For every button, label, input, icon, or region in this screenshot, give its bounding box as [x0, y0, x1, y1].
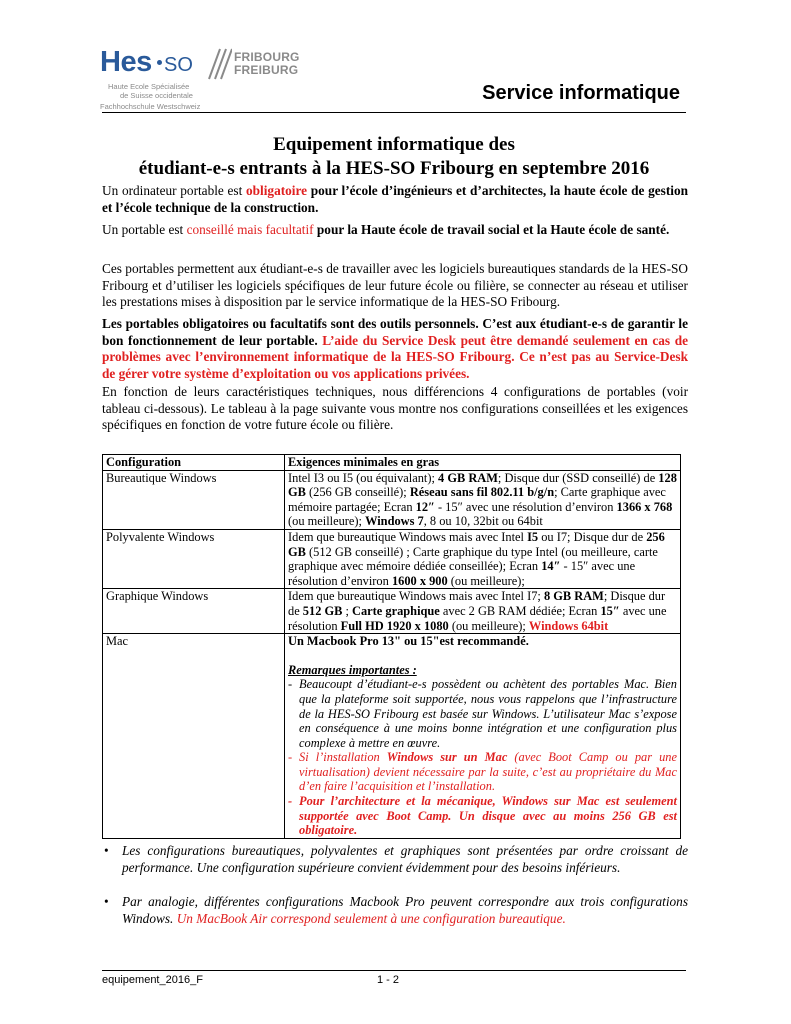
p2-text-a: Un portable est [102, 222, 187, 237]
row-name-bureautique: Bureautique Windows [103, 470, 285, 529]
logo-slashes-icon [206, 48, 232, 80]
paragraph-obligatoire [102, 183, 688, 216]
row-req-graphique: Idem que bureautique Windows mais avec Intel I7; 8 GB RAM; Disque dur de 512 GB ; Carte graphique avec 2 GB RAM dédiée; Ecran 15″ avec une résolution Full HD 1920 x 1080 (ou meilleure); Windows 64bit [285, 589, 681, 634]
row-name-mac: Mac [103, 634, 285, 839]
title-line-1: Equipement informatique des [273, 134, 515, 155]
row-req-polyvalente: Idem que bureautique Windows mais avec Intel I5 ou I7; Disque dur de 256 GB (512 GB conseillé) ; Carte graphique du type Intel (ou meilleure, carte graphique avec mémoire dédiée conseillée); Ecran 14″ - 15″ avec une résolution d’environ 1600 x 900 (ou meilleure); [285, 529, 681, 588]
bullet-icon: • [104, 894, 109, 909]
bullet-item [102, 842, 688, 876]
mac-remarks-list [288, 677, 677, 838]
hes-so-logo [100, 46, 340, 116]
p2-facultatif: conseillé mais facultatif [186, 222, 314, 237]
row-req-bureautique: Intel I3 ou I5 (ou équivalant); 4 GB RAM; Disque dur (SSD conseillé) de 128 GB (256 GB conseillé); Réseau sans fil 802.11 b/g/n; Carte graphique avec mémoire partagée; Ecran 12″ - 15″ avec une résolution d’environ 1366 x 768 (ou meilleure); Windows 7, 8 ou 10, 32bit ou 64bit [285, 470, 681, 529]
mac-recommendation: Un Macbook Pro 13" ou 15"est recommandé. [288, 634, 529, 649]
logo-dot [157, 60, 162, 65]
table-header-row [103, 455, 681, 471]
p4-text-a: Les portables obligatoires ou facultatifs sont des outils personnels. C’est aux étudiant-e-s de garantir le bon fonctionnement de leur portable. [102, 316, 688, 348]
p4-service-desk: L’aide du Service Desk peut être demandé seulement en cas de problèmes avec l’environnement informatique de la HES-SO Fribourg. Ce n’est pas au Service-Desk de gérer votre système d’exploitation ou vos applications privées. [102, 332, 688, 381]
table-row [103, 634, 681, 839]
bullet-text-1: Les configurations bureautiques, polyvalentes et graphiques sont présentées par ordre croissant de performance. Une configuration supérieure convient évidemment pour des besoins inférieurs. [122, 843, 688, 875]
table-row [103, 470, 681, 529]
header-divider [102, 112, 686, 113]
paragraph-portables: Ces portables permettent aux étudiant-e-s de travailler avec les logiciels bureautiques standards de la HES-SO Fribourg et d’utiliser les logiciels spécifiques de leur future école ou filière, se connecter au réseau et utiliser les prestations mises à disposition par le service informatique de la HES-SO Fribourg. [102, 261, 688, 309]
document-title [102, 133, 686, 181]
list-item: - Si l’installation Windows sur un Mac (avec Boot Camp ou par une virtualisation) devient nécessaire par la suite, c’est au propriétaire du Mac d’en faire l’acquisition et l’installation. [288, 750, 677, 794]
row-name-polyvalente: Polyvalente Windows [103, 529, 285, 588]
footer-divider [102, 970, 686, 971]
p1-text-a: Un ordinateur portable est [102, 183, 246, 198]
bullet-item [102, 893, 688, 927]
logo-so-text: so [164, 46, 193, 78]
list-item: - Beaucoupt d’étudiant-e-s possèdent ou achètent des portables Mac. Bien que la plateforme soit supportée, nous vous rappelons que l’infrastructure de la HES-SO Fribourg est basée sur Windows. L’utilisateur Mac s’expose en conséquence à une moins bonne intégration et une configuration plus complexe à mettre en œuvre. [288, 677, 677, 750]
paragraph-configurations: En fonction de leurs caractéristiques techniques, nous différencions 4 configurations de portables (voir tableau ci-dessous). Le tableau à la page suivante vous montre nos configurations conseillées et les exigences spécifiques en fonction de votre future école ou filière. [102, 384, 688, 432]
configuration-table [102, 454, 681, 839]
list-item: - Pour l’architecture et la mécanique, Windows sur Mac est seulement supportée avec Boot Camp. Un disque avec au moins 256 GB est obligatoire. [288, 794, 677, 838]
logo-hes-text: Hes [100, 46, 152, 78]
logo-fachhochschule: Fachhochschule Westschweiz [100, 102, 201, 111]
logo-subtitle-2: de Suisse occidentale [120, 91, 193, 100]
footer-filename: equipement_2016_F [102, 974, 203, 986]
bullet-text-2: Par analogie, différentes configurations Macbook Pro peuvent correspondre aux trois configurations Windows. Un MacBook Air correspond seulement à une configuration bureautique. [122, 894, 688, 926]
table-row [103, 529, 681, 588]
table-header-configuration: Configuration [103, 455, 285, 471]
footer-page-number: 1 - 2 [376, 974, 399, 986]
row-name-graphique: Graphique Windows [103, 589, 285, 634]
logo-fribourg: FRIBOURG [234, 50, 300, 64]
table-header-exigences: Exigences minimales en gras [285, 455, 681, 471]
p1-obligatoire: obligatoire [245, 183, 308, 198]
table-row [103, 589, 681, 634]
paragraph-facultatif [102, 222, 688, 239]
p1-text-c: pour l’école d’ingénieurs et d’architectes, la haute école de gestion et l’école technique de la construction. [102, 183, 688, 215]
paragraph-outils-personnels [102, 316, 688, 382]
p2-text-c: pour la Haute école de travail social et la Haute école de santé. [313, 222, 670, 237]
header-title: Service informatique [482, 82, 680, 104]
bullet-icon: • [104, 843, 109, 858]
title-line-2: étudiant-e-s entrants à la HES-SO Fribourg en septembre 2016 [138, 158, 650, 179]
logo-subtitle-1: Haute Ecole Spécialisée [108, 82, 190, 91]
logo-freiburg: FREIBURG [234, 63, 299, 77]
mac-remarks-heading: Remarques importantes : [288, 662, 417, 677]
row-req-mac [285, 634, 681, 839]
